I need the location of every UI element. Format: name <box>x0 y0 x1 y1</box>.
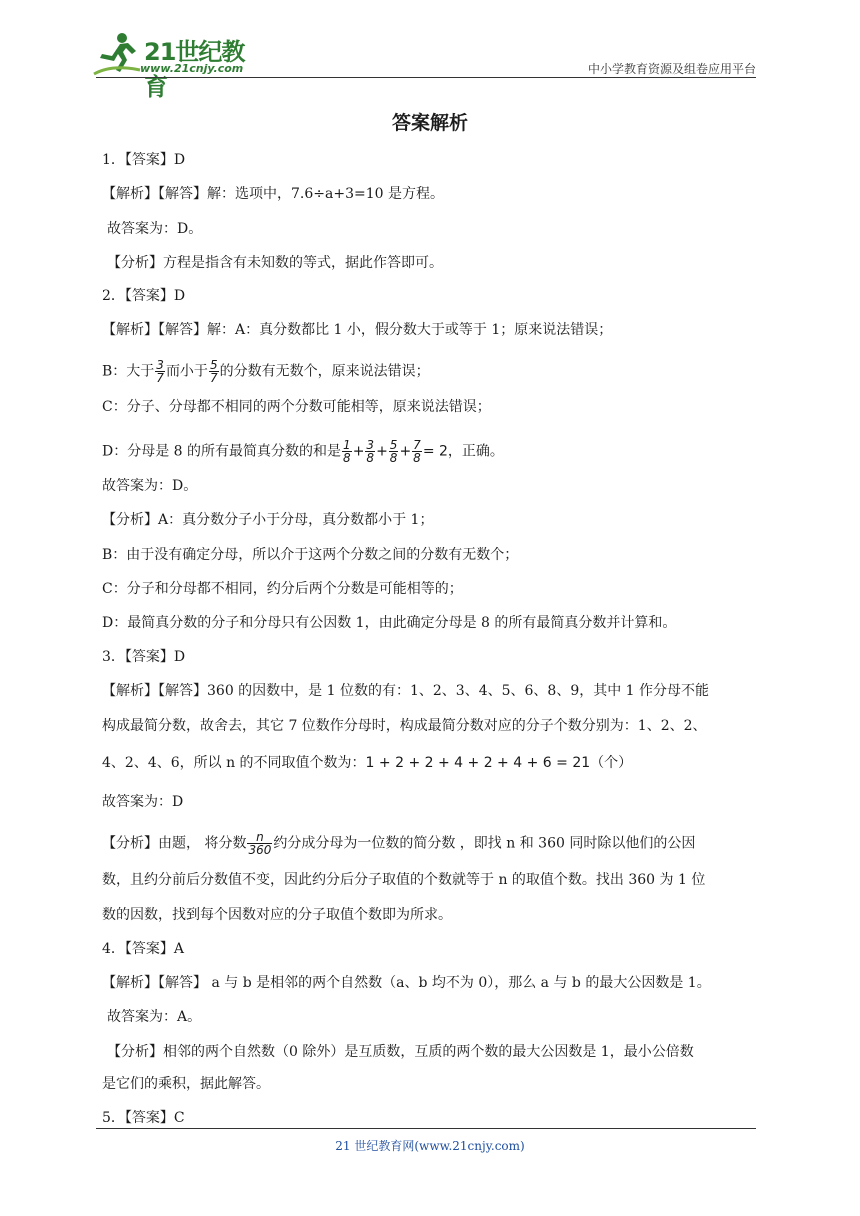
text-segment: 而小于 <box>165 363 208 380</box>
logo-url: www.21cnjy.com <box>140 62 244 75</box>
fraction-numerator: 1 <box>343 438 351 452</box>
fraction-numerator: 7 <box>413 438 421 452</box>
q3-analysis-3: 数的因数，找到每个因数对应的分子取值个数即为所求。 <box>102 907 452 923</box>
fraction-numerator: n <box>247 831 272 844</box>
q3-solution-3 <box>102 753 632 773</box>
q2-analysis-d: D：最简真分数的分子和分母只有公因数 1，由此确定分母是 8 的所有最简真分数并计算和。 <box>102 615 677 631</box>
q2-answer: 2．【答案】D <box>102 288 186 304</box>
fraction <box>209 359 219 384</box>
platform-name: 中小学教育资源及组卷应用平台 <box>587 62 756 76</box>
text-segment: B：大于 <box>102 363 155 380</box>
q2-solution-b <box>102 359 430 384</box>
q1-conclusion: 故答案为：D。 <box>107 221 203 237</box>
text-segment: 4、2、4、6，所以 n 的不同取值个数为： <box>102 755 366 771</box>
site-logo[interactable] <box>92 30 262 101</box>
fraction-numerator: 5 <box>209 358 218 372</box>
text-segment: ，正确。 <box>447 443 504 460</box>
fraction-denominator: 8 <box>389 451 398 465</box>
text-segment: 的分数有无数个，原来说法错误； <box>219 363 430 380</box>
q2-solution-d <box>102 439 504 464</box>
fraction-denominator: 8 <box>413 451 421 465</box>
logo-title: 21世纪教育 <box>144 38 245 101</box>
text-segment: 约分成分母为一位数的简分数 ，即找 n 和 360 同时除以他们的公因 <box>273 835 696 852</box>
footer-divider <box>96 1128 756 1129</box>
q2-solution-a: 【解析】【解答】解：A：真分数都比 1 小，假分数大于或等于 1；原来说法错误； <box>102 322 613 338</box>
q3-conclusion: 故答案为：D <box>102 794 184 810</box>
fraction <box>412 439 422 464</box>
fraction-numerator: 3 <box>366 438 375 452</box>
fraction <box>389 439 399 464</box>
fraction <box>342 439 352 464</box>
equation: 1 + 2 + 2 + 4 + 2 + 4 + 6 = 21 <box>365 755 591 771</box>
q4-solution: 【解析】【解答】 a 与 b 是相邻的两个自然数（a、b 均不为 0），那么 a 与 b 的最大公因数是 1。 <box>102 975 711 991</box>
plus-sign: + <box>352 443 365 460</box>
text-segment: D：分母是 8 的所有最简真分数的和是 <box>102 443 342 460</box>
fraction-denominator: 7 <box>156 371 164 385</box>
q2-analysis-b: B：由于没有确定分母，所以介于这两个分数之间的分数有无数个； <box>102 547 519 563</box>
fraction-denominator: 360 <box>248 843 272 857</box>
q1-answer: 1．【答案】D <box>102 152 186 168</box>
q3-analysis-1 <box>102 831 695 856</box>
fraction-denominator: 7 <box>209 371 218 385</box>
q4-analysis-1: 【分析】相邻的两个自然数（0 除外）是互质数，互质的两个数的最大公因数是 1，最小公倍数 <box>107 1044 694 1060</box>
page-title: 答案解析 <box>391 112 468 134</box>
q2-analysis-a: 【分析】A：真分数分子小于分母，真分数都小于 1； <box>102 512 434 528</box>
q4-analysis-2: 是它们的乘积，据此解答。 <box>102 1076 270 1092</box>
q3-answer: 3．【答案】D <box>102 649 186 665</box>
q4-answer: 4．【答案】A <box>102 941 185 957</box>
fraction-numerator: 5 <box>389 438 398 452</box>
plus-sign: + <box>399 443 412 460</box>
text-segment: （个） <box>590 755 633 771</box>
q5-answer: 5．【答案】C <box>102 1110 185 1126</box>
fraction-denominator: 8 <box>343 451 351 465</box>
q2-conclusion: 故答案为：D。 <box>102 478 198 494</box>
plus-sign: + <box>376 443 388 460</box>
text-segment: 【分析】由题， 将分数 <box>102 835 247 852</box>
fraction <box>155 359 165 384</box>
q3-solution-1: 【解析】【解答】360 的因数中，是 1 位数的有：1、2、3、4、5、6、8、9，其中 1 作分母不能 <box>102 683 710 699</box>
fraction <box>365 439 375 464</box>
equals-result: = 2 <box>422 443 448 460</box>
fraction <box>247 831 272 856</box>
fraction-numerator: 3 <box>156 358 164 372</box>
q3-analysis-2: 数，且约分前后分数值不变，因此约分后分子取值的个数就等于 n 的取值个数。找出 360 为 1 位 <box>102 872 706 888</box>
header-divider <box>96 77 756 78</box>
q4-conclusion: 故答案为：A。 <box>107 1009 202 1025</box>
q2-solution-c: C：分子、分母都不相同的两个分数可能相等，原来说法错误； <box>102 399 491 415</box>
q3-solution-2: 构成最简分数，故舍去，其它 7 位数作分母时，构成最简分数对应的分子个数分别为：1、2、2、 <box>102 718 707 734</box>
q1-analysis: 【分析】方程是指含有未知数的等式，据此作答即可。 <box>107 255 443 271</box>
q2-analysis-c: C：分子和分母都不相同，约分后两个分数是可能相等的； <box>102 581 463 597</box>
q1-solution: 【解析】【解答】解：选项中，7.6÷a+3=10 是方程。 <box>102 186 444 202</box>
runner-logo-icon <box>92 30 144 82</box>
fraction-denominator: 8 <box>366 451 375 465</box>
footer-link[interactable]: 21 世纪教育网(www.21cnjy.com) <box>335 1139 525 1153</box>
